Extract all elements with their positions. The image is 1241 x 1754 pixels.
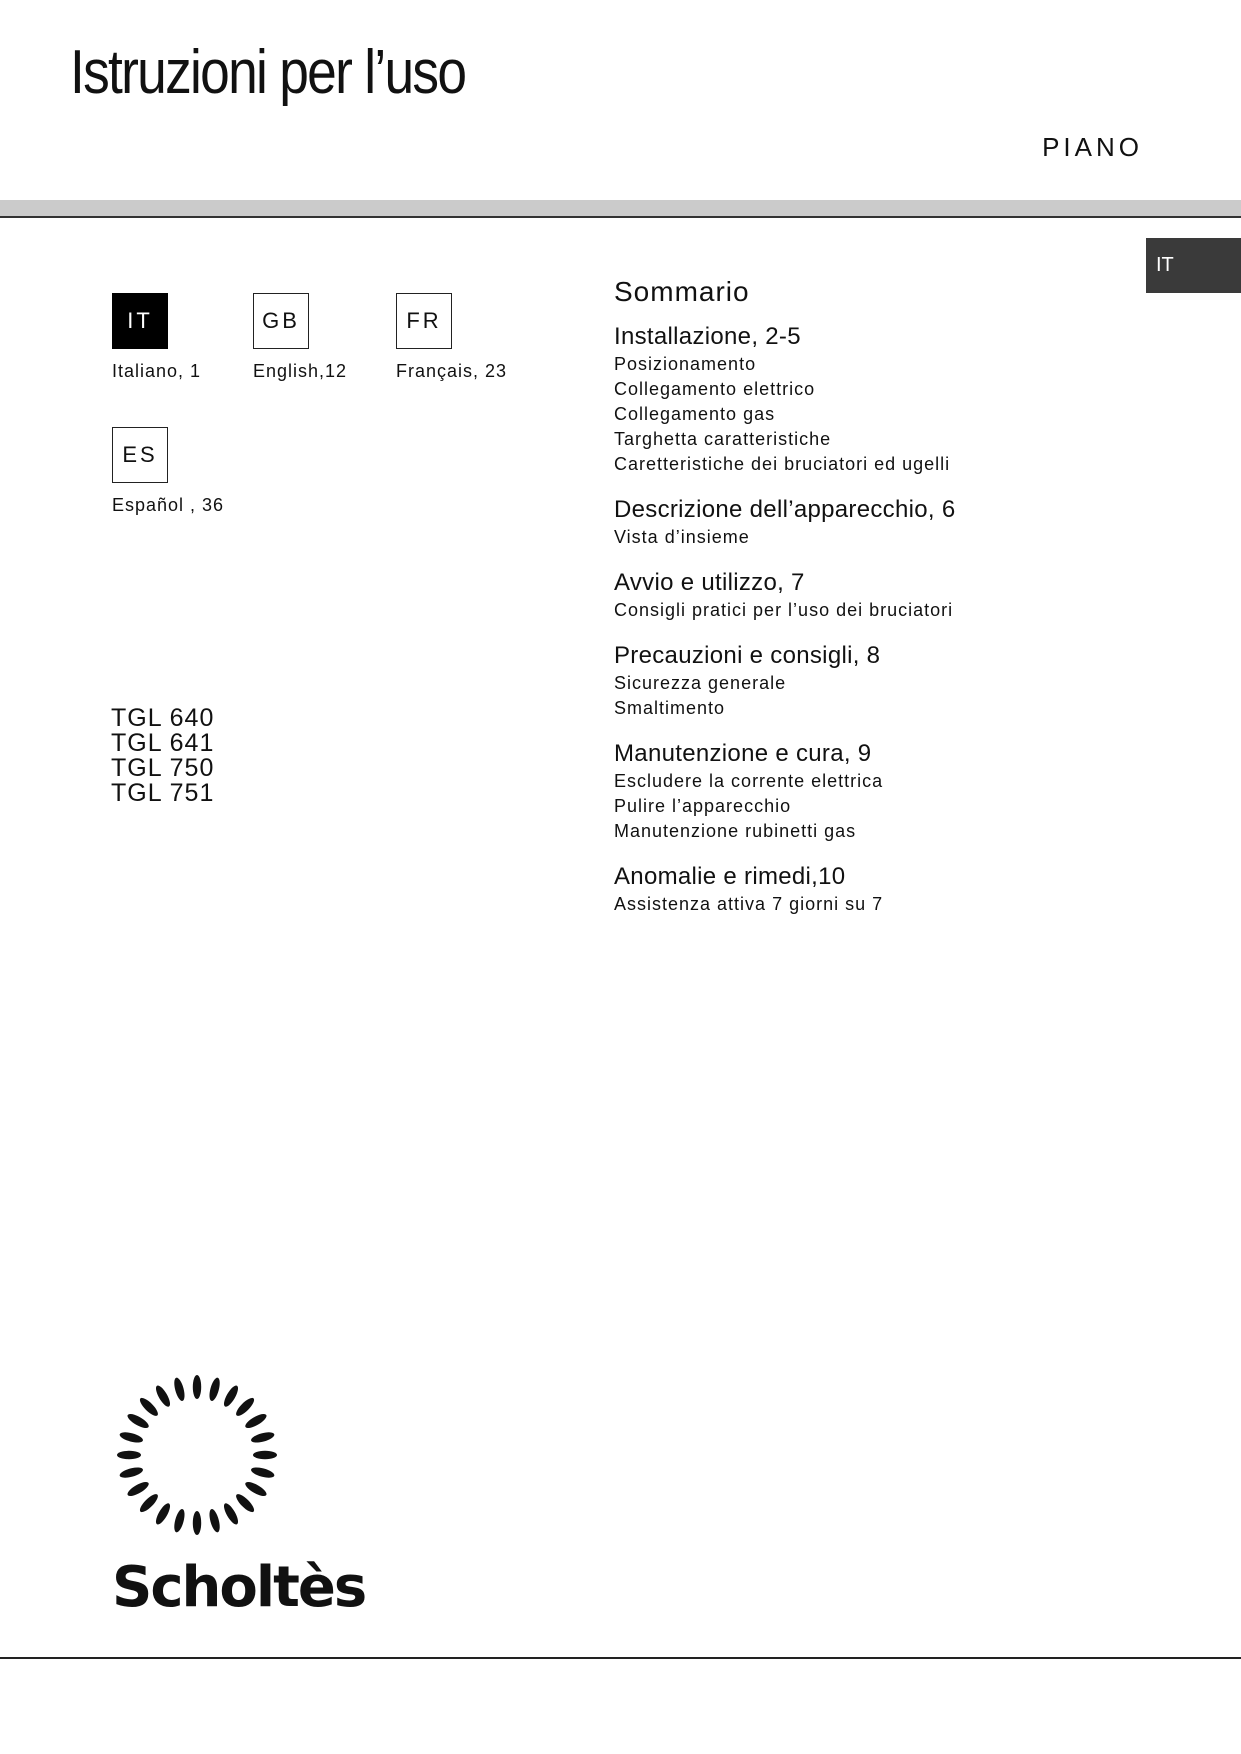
language-italian[interactable] [112,293,262,382]
sun-petal [193,1511,201,1535]
language-caption: Français, 23 [396,361,508,381]
toc-section-precauzioni [614,641,1134,721]
toc-item[interactable]: Manutenzione rubinetti gas [614,821,857,841]
sun-petal [172,1508,186,1533]
toc-item[interactable]: Escludere la corrente elettrica [614,771,884,791]
toc-section-installazione [614,322,1134,477]
sun-petal [250,1465,275,1479]
toc-item[interactable]: Posizionamento [614,354,757,374]
sun-petal [221,1384,240,1409]
language-caption: Español , 36 [112,495,225,515]
toc-item[interactable]: Targhetta caratteristiche [614,429,832,449]
toc-section-title[interactable]: Descrizione dell’apparecchio, 6 [614,496,956,523]
language-caption: Italiano, 1 [112,361,202,381]
toc-item[interactable]: Caretteristiche dei bruciatori ed ugelli [614,454,951,474]
sun-petal [207,1508,221,1533]
sun-petal [153,1501,172,1526]
sun-petal [250,1430,275,1444]
sun-petal [153,1384,172,1409]
sun-petal [207,1377,221,1402]
toc-section-descrizione [614,495,1134,550]
toc-section-avvio [614,568,1134,623]
toc-item[interactable]: Sicurezza generale [614,673,787,693]
sun-petal [119,1430,144,1444]
sun-petal [243,1411,268,1430]
model-name: TGL 641 [111,729,215,757]
model-name: TGL 751 [111,779,215,807]
toc-item[interactable]: Collegamento elettrico [614,379,816,399]
toc-section-title[interactable]: Installazione, 2-5 [614,323,801,350]
toc-item[interactable]: Pulire l’apparecchio [614,796,792,816]
model-list [111,706,214,806]
sun-petal [243,1479,268,1498]
language-side-tab: IT [1146,238,1241,293]
toc-section-title[interactable]: Manutenzione e cura, 9 [614,740,872,767]
toc-item[interactable]: Collegamento gas [614,404,776,424]
header-divider [0,216,1241,218]
language-code-box: IT [112,293,168,349]
language-caption: English,12 [253,361,348,381]
sun-petal [119,1465,144,1479]
toc-section-title[interactable]: Avvio e utilizzo, 7 [614,569,805,596]
toc-item[interactable]: Vista d’insieme [614,527,750,547]
product-type: PIANO [1042,132,1143,162]
language-french[interactable] [396,293,546,382]
language-english[interactable] [253,293,403,382]
language-code-box: ES [112,427,168,483]
language-code-box: GB [253,293,309,349]
toc-section-title[interactable]: Anomalie e rimedi,10 [614,863,846,890]
sun-petal [126,1411,151,1430]
table-of-contents [614,276,1134,935]
sun-petal [221,1501,240,1526]
toc-item[interactable]: Consigli pratici per l’uso dei bruciatori [614,600,954,620]
toc-item[interactable]: Assistenza attiva 7 giorni su 7 [614,894,884,914]
sun-petal [137,1395,160,1418]
toc-section-title[interactable]: Precauzioni e consigli, 8 [614,642,881,669]
sun-petal [126,1479,151,1498]
toc-section-anomalie [614,862,1134,917]
page-title: Istruzioni per l’uso [70,38,466,107]
model-name: TGL 640 [111,704,215,732]
language-spanish[interactable] [112,427,262,516]
sun-burst-logo-icon [112,1370,282,1540]
toc-title: Sommario [614,276,750,307]
sun-petal [253,1451,277,1459]
brand-name: Scholtès [112,1555,366,1620]
header-band [0,200,1241,216]
footer-divider [0,1657,1241,1659]
brand-logo [112,1370,366,1620]
sun-petal [137,1492,160,1515]
language-code-box: FR [396,293,452,349]
sun-petal [234,1395,257,1418]
sun-petal [117,1451,141,1459]
sun-petal [172,1377,186,1402]
sun-petal [193,1375,201,1399]
sun-petal [234,1492,257,1515]
toc-item[interactable]: Smaltimento [614,698,726,718]
toc-section-manutenzione [614,739,1134,844]
model-name: TGL 750 [111,754,215,782]
